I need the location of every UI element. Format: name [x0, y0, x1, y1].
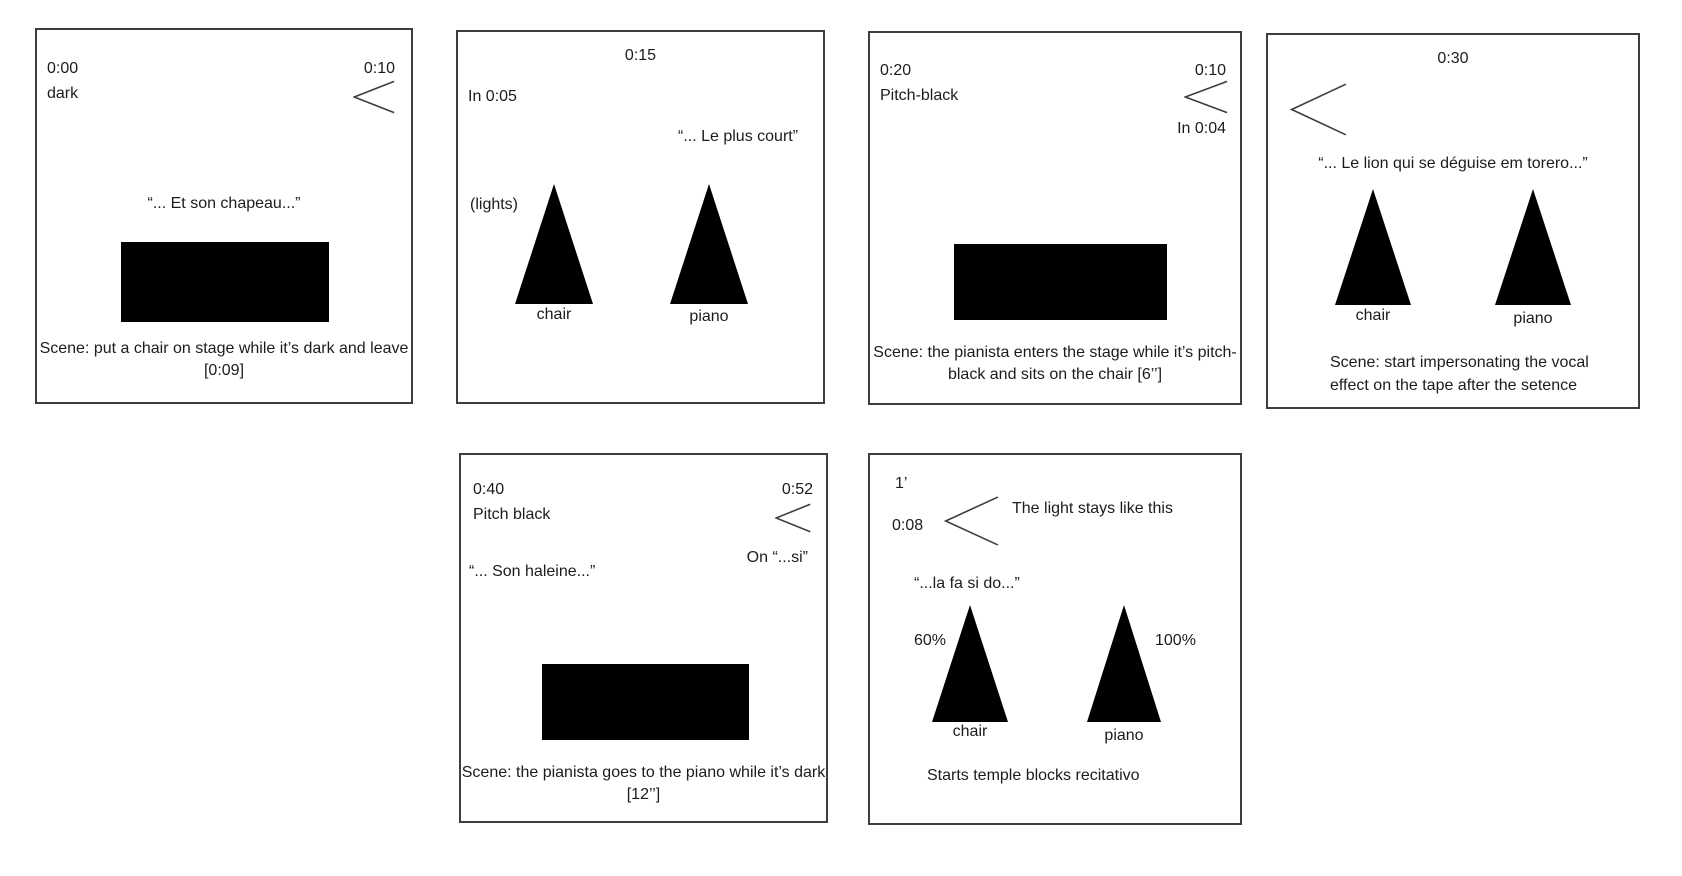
- tape-quote: “... Le plus court”: [678, 128, 799, 145]
- cue-time-label: 0:10: [1194, 62, 1226, 79]
- start-time-label: 0:20: [880, 62, 912, 79]
- scene-description: [37, 338, 411, 382]
- light-state-label: dark: [47, 85, 79, 102]
- chair-triangle: [1335, 189, 1411, 305]
- scene-line: Scene: start impersonating the vocal: [1330, 354, 1589, 371]
- crescendo-hairpin-icon: [353, 80, 395, 114]
- scene-description: [1330, 351, 1589, 397]
- piano-label: piano: [1513, 310, 1553, 327]
- crescendo-hairpin-icon: [1290, 82, 1347, 137]
- scene-line: Scene: put a chair on stage while it’s dark and leave: [39, 340, 409, 357]
- cue-time-label: 0:08: [892, 517, 924, 534]
- cue-note: On “...si”: [746, 549, 808, 566]
- storyboard-panel-1: [35, 28, 413, 404]
- cue-time-label: 0:10: [363, 60, 395, 77]
- piano-triangle: [1495, 189, 1571, 305]
- scene-description: [461, 762, 826, 806]
- crescendo-hairpin-icon: [944, 495, 999, 547]
- crescendo-hairpin-icon: [1184, 80, 1228, 114]
- tape-quote: “... Le lion qui se déguise em torero...”: [1318, 155, 1588, 172]
- scene-line: [12’’]: [626, 786, 661, 803]
- fade-in-label: In 0:05: [468, 88, 517, 105]
- piano-label: piano: [689, 308, 729, 325]
- scene-line: effect on the tape after the setence: [1330, 377, 1577, 394]
- piano-triangle: [1087, 605, 1161, 722]
- piano-label: piano: [1104, 727, 1144, 744]
- chair-intensity-label: 60%: [914, 632, 947, 649]
- piano-intensity-label: 100%: [1155, 632, 1196, 649]
- light-state-label: Pitch black: [473, 506, 551, 523]
- chair-triangle: [932, 605, 1008, 722]
- storyboard-panel-2: [456, 30, 825, 404]
- black-stage-block: [542, 664, 749, 740]
- tape-quote: “... Et son chapeau...”: [147, 195, 301, 212]
- scene-line: black and sits on the chair [6’’]: [947, 366, 1163, 383]
- cue-time-label: 0:52: [781, 481, 813, 498]
- storyboard-panel-6: [868, 453, 1242, 825]
- scene-line: Scene: the pianista goes to the piano while it’s dark: [461, 764, 826, 781]
- chair-triangle: [515, 184, 593, 304]
- piano-triangle: [670, 184, 748, 304]
- black-stage-block: [954, 244, 1167, 320]
- start-time-label: 0:40: [473, 481, 505, 498]
- storyboard-panel-4: [1266, 33, 1640, 409]
- fade-in-label: In 0:04: [1177, 120, 1226, 137]
- tape-quote: “...la fa si do...”: [914, 575, 1020, 592]
- scene-line: Scene: the pianista enters the stage while it’s pitch-: [873, 344, 1237, 361]
- chair-label: chair: [1355, 307, 1391, 324]
- lights-note: (lights): [470, 196, 519, 213]
- chair-label: chair: [536, 306, 572, 323]
- start-time-label: 0:00: [47, 60, 79, 77]
- storyboard-panel-5: [459, 453, 828, 823]
- tape-quote: “... Son haleine...”: [469, 563, 596, 580]
- cue-time-label: 0:15: [624, 47, 657, 64]
- crescendo-hairpin-icon: [775, 503, 811, 533]
- black-stage-block: [121, 242, 329, 322]
- storyboard-panel-3: [868, 31, 1242, 405]
- scene-line: [0:09]: [203, 362, 245, 379]
- scene-description: [870, 342, 1240, 386]
- chair-label: chair: [952, 723, 988, 740]
- cue-time-label: 0:30: [1437, 50, 1469, 67]
- light-note: The light stays like this: [1012, 500, 1173, 517]
- light-state-label: Pitch-black: [880, 87, 959, 104]
- start-time-label: 1’: [895, 475, 908, 492]
- action-note: Starts temple blocks recitativo: [927, 767, 1140, 784]
